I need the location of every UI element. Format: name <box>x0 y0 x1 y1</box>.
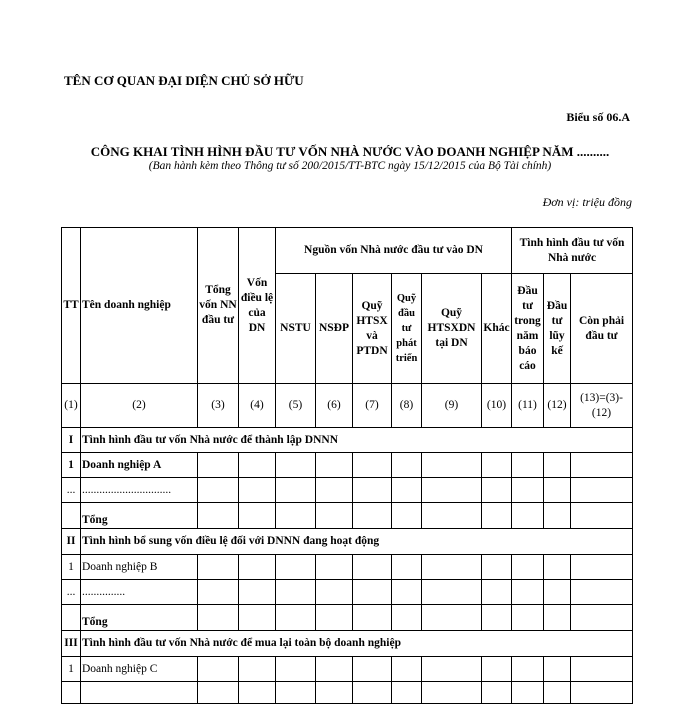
total-row <box>62 605 633 631</box>
column-number: (3) <box>198 384 239 428</box>
column-number: (6) <box>316 384 353 428</box>
column-number: (5) <box>276 384 316 428</box>
document-subtitle: (Ban hành kèm theo Thông tư số 200/2015/TT-BTC ngày 15/12/2015 của Bộ Tài chính) <box>148 160 552 172</box>
item-number: 1 <box>62 453 81 478</box>
section-title: Tình hình đầu tư vốn Nhà nước để mua lại toàn bộ doanh nghiệp <box>81 631 633 657</box>
company-name: ............................... <box>81 478 198 503</box>
company-name: Doanh nghiệp C <box>81 657 198 682</box>
section-numeral: II <box>62 529 81 555</box>
section-row <box>62 529 633 555</box>
item-number: ... <box>62 580 81 605</box>
header-htsxdn-fund: Quỹ HTSXDN tại DN <box>422 274 482 384</box>
total-label: Tổng <box>81 605 198 631</box>
table-row <box>62 657 633 682</box>
table-row <box>62 555 633 580</box>
column-number: (7) <box>353 384 392 428</box>
header-cumulative-investment: Đầu tư lũy kế <box>544 274 571 384</box>
item-number: ... <box>62 478 81 503</box>
section-numeral: III <box>62 631 81 657</box>
section-row <box>62 428 633 453</box>
column-number: (9) <box>422 384 482 428</box>
header-investment-status: Tình hình đầu tư vốn Nhà nước <box>512 228 633 274</box>
column-number: (2) <box>81 384 198 428</box>
column-number: (13)=(3)-(12) <box>571 384 633 428</box>
header-development-fund: Quỹ đầu tư phát triển <box>392 274 422 384</box>
column-number: (10) <box>482 384 512 428</box>
header-total-investment: Tổng vốn NN đầu tư <box>198 228 239 384</box>
item-number: 1 <box>62 555 81 580</box>
item-number: 1 <box>62 657 81 682</box>
company-name: ............... <box>81 580 198 605</box>
header-remaining-investment: Còn phải đầu tư <box>571 274 633 384</box>
column-number: (11) <box>512 384 544 428</box>
company-name: Doanh nghiệp B <box>81 555 198 580</box>
header-year-investment: Đầu tư trong năm báo cáo <box>512 274 544 384</box>
column-number-row <box>62 384 633 428</box>
total-row <box>62 503 633 529</box>
header-htsx-fund: Quỹ HTSX và PTDN <box>353 274 392 384</box>
table-row <box>62 478 633 503</box>
header-tt: TT <box>62 228 81 384</box>
header-row-groups <box>62 228 633 274</box>
table-row <box>62 453 633 478</box>
document-title: CÔNG KHAI TÌNH HÌNH ĐẦU TƯ VỐN NHÀ NƯỚC VÀO DOANH NGHIỆP NĂM .......... <box>90 144 610 159</box>
header-company-name: Tên doanh nghiệp <box>81 228 198 384</box>
header-other: Khác <box>482 274 512 384</box>
table-row <box>62 580 633 605</box>
section-numeral: I <box>62 428 81 453</box>
header-charter-capital: Vốn điều lệ của DN <box>239 228 276 384</box>
column-number: (1) <box>62 384 81 428</box>
column-number: (8) <box>392 384 422 428</box>
total-label: Tổng <box>81 503 198 529</box>
column-number: (12) <box>544 384 571 428</box>
header-nstu: NSTU <box>276 274 316 384</box>
section-row <box>62 631 633 657</box>
unit-label: Đơn vị: triệu đồng <box>542 195 632 209</box>
agency-heading: TÊN CƠ QUAN ĐẠI DIỆN CHỦ SỞ HỮU <box>64 73 304 88</box>
company-name: Doanh nghiệp A <box>81 453 198 478</box>
section-title: Tình hình bổ sung vốn điều lệ đối với DNNN đang hoạt động <box>81 529 633 555</box>
header-nsdp: NSĐP <box>316 274 353 384</box>
header-capital-sources: Nguồn vốn Nhà nước đầu tư vào DN <box>276 228 512 274</box>
investment-table <box>61 227 633 704</box>
form-number: Biểu số 06.A <box>566 110 630 124</box>
section-title: Tình hình đầu tư vốn Nhà nước để thành lập DNNN <box>81 428 633 453</box>
table-row <box>62 682 633 704</box>
column-number: (4) <box>239 384 276 428</box>
